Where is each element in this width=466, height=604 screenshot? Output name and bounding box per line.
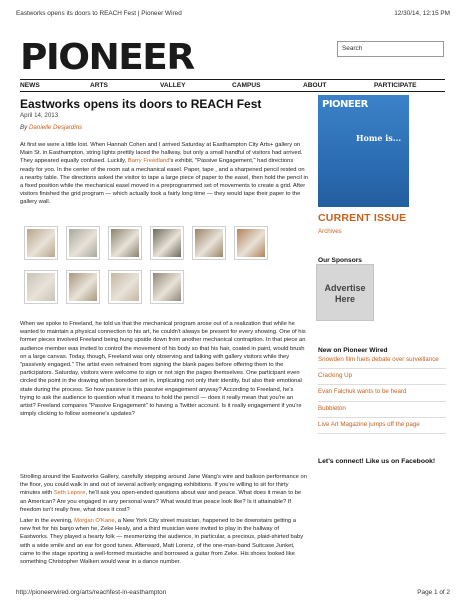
nav-news[interactable]: NEWS <box>20 82 40 89</box>
nav-valley[interactable]: VALLEY <box>160 82 186 89</box>
photo-4-image <box>153 229 181 257</box>
gallery-photo-4[interactable] <box>150 226 184 260</box>
byline-prefix: By <box>20 124 28 131</box>
archives-link[interactable]: Archives <box>318 228 342 235</box>
author-link[interactable]: Danielle Desjardins <box>28 124 83 131</box>
paragraph-4-text-b: , a New York City street musician, happened to be downstairs getting a new fret for his banjo when he, Zeke Healy, and a third musician were invited to play in the hallway of Eastworks. They played a hearty folk — mesmerizing the audience, in particular, a precious, plaid-shirted baby with a wide smile and an ear for good tunes. Afterward, Matt Lorenz, of the one-man-band Suitcase Junket, came to the stage sporting a well-formed mustache and borrowed a guitar from Zeke. His shoes looked like something Christopher Walken would wear in a dance number. <box>20 518 304 566</box>
gallery-photo-5[interactable] <box>192 226 226 260</box>
article-paragraph-3 <box>20 473 308 514</box>
artist-link-morgan-okane[interactable]: Morgan O'Kane <box>74 518 115 524</box>
gallery-photo-10[interactable] <box>150 270 184 304</box>
photo-1-image <box>27 229 55 257</box>
photo-5-image <box>195 229 223 257</box>
search-input[interactable]: Search <box>337 41 444 57</box>
site-logo[interactable]: PIONEER <box>20 37 194 78</box>
nav-participate[interactable]: PARTICIPATE <box>374 82 417 89</box>
print-page-number: Page 1 of 2 <box>417 589 450 596</box>
advertise-line-1: Advertise <box>324 283 366 293</box>
article-title: Eastworks opens its doors to REACH Fest <box>20 97 262 111</box>
photo-9-image <box>111 273 139 301</box>
paragraph-4-text-a: Later in the evening, <box>20 518 75 524</box>
paragraph-3-text-b: , he'll ask you open-ended questions about war and peace. What does it mean to be an American? Are you engaged in any personal wars? What would true peace look like? Is it attainable? If freedom isn't really free, what does it cost? <box>20 490 302 513</box>
paragraph-1-text-b: 's exhibit, "Passive Engagement," had directions ready for yoo. In the center of the room sat a mechanical easel. Paper, tape , and a sharpened pencil rested on a nearby table. The directions asked the visitor to tape a large piece of paper to the easel, then hold the pencil in a fixed position while the mechanical easel moved in a preprogrammed set of movements to create a grid. After visitors finished the grid program — which actually took a fairly long time — they would tape their paper to the gallery wall. <box>20 158 308 206</box>
gallery-photo-1[interactable] <box>24 226 58 260</box>
cover-headline: Home is... <box>356 133 402 143</box>
new-item-link[interactable]: Live Art Magazine jumps off the page <box>318 421 446 434</box>
nav-campus[interactable]: CAMPUS <box>232 82 261 89</box>
paragraph-3-text-a: Strolling around the Eastworks Gallery, carefully stepping around Jane Wang's wire and balloon performance on the floor, you could walk in and out of several actively engaging exhibitions. If you're willing to sit for thirty minutes with <box>20 474 307 497</box>
print-header <box>16 10 450 17</box>
article-paragraph-2: When we spoke to Freeland, he told us that the mechanical program arose out of a realization that while he wanted to maintain a physical connection to his art, he couldn't always be present for every showing. One of his former pieces involved Freeland being hung upside down from another mechanical contraption. In that piece an audience member was invited to control the movement of his body so that his hair, coated in paint, would brush on a large canvas. Today, though, Freeland was only observing and talking with gallery visitors while they "passively engaged." The artist even refrained from signing the blank pages before offering them to the participators. Saturday, visitors were welcome to sign or not sign the pages themselves. One participant even circled the point in the drawing when boredom set in, implicating not only their identity, but also their emotional state during the process. So how passive is this passive engagement anyway? According to Freeland, he's trying to ask the audience to question what it means to hold the pencil — does it really mean that you're an artist? Freeland compares "Passive Engagement" to having a Twitter account. Is it really engagement if you're simply clicking to follow someone's updates? <box>20 321 306 418</box>
photo-10-image <box>153 273 181 301</box>
photo-8-image <box>69 273 97 301</box>
new-on-list <box>318 356 446 437</box>
current-issue-cover[interactable] <box>318 95 409 207</box>
article-byline <box>20 124 82 131</box>
article-date: April 14, 2013 <box>20 112 59 119</box>
new-item-link[interactable]: Evan Falchuk wants to be heard <box>318 388 446 401</box>
print-footer <box>16 589 450 596</box>
new-on-heading: New on Pioneer Wired <box>318 347 388 354</box>
gallery-photo-9[interactable] <box>108 270 142 304</box>
article-paragraph-4 <box>20 517 308 566</box>
gallery-photo-3[interactable] <box>108 226 142 260</box>
gallery-photo-7[interactable] <box>24 270 58 304</box>
artist-link-barry-freedland[interactable]: Barry Freedland <box>127 158 170 165</box>
nav-about[interactable]: ABOUT <box>303 82 327 89</box>
gallery-photo-8[interactable] <box>66 270 100 304</box>
new-item-link[interactable]: Cracking Up <box>318 372 446 385</box>
print-url: http://pioneerwired.org/arts/reachfest-in-easthampton <box>16 589 167 596</box>
main-nav <box>20 79 445 92</box>
photo-6-image <box>237 229 265 257</box>
advertise-line-2: Here <box>334 294 355 304</box>
photo-7-image <box>27 273 55 301</box>
gallery-photo-6[interactable] <box>234 226 268 260</box>
new-item-link[interactable]: Snowden film fuels debate over surveillance <box>318 356 446 369</box>
new-item-link[interactable]: Bubbleton <box>318 405 446 418</box>
sponsors-heading: Our Sponsors <box>318 257 362 264</box>
photo-2-image <box>69 229 97 257</box>
artist-link-seth-lepore[interactable]: Seth Lepore <box>53 490 86 497</box>
gallery-photo-2[interactable] <box>66 226 100 260</box>
photo-3-image <box>111 229 139 257</box>
current-issue-heading[interactable]: CURRENT ISSUE <box>318 212 407 224</box>
advertise-text <box>317 283 373 305</box>
advertise-banner[interactable] <box>316 264 374 321</box>
article-paragraph-1 <box>20 141 308 207</box>
nav-arts[interactable]: ARTS <box>90 82 108 89</box>
print-page-title: Eastworks opens its doors to REACH Fest | Pioneer Wired <box>16 10 182 17</box>
facebook-connect-heading[interactable]: Let's connect! Like us on Facebook! <box>318 458 436 465</box>
print-datetime: 12/30/14, 12:15 PM <box>394 10 450 17</box>
cover-logo: PIONEER <box>322 99 368 110</box>
paragraph-1-text-a: At first we were a little lost. When Hannah Cohen and I arrived Saturday at Easthampton City Arts+ gallery on Main St. in Easthampton, string lights prettily laced the hallway, but only a small handful of visitors had arrived. They appeared equally confused. Luckily, <box>20 142 303 165</box>
